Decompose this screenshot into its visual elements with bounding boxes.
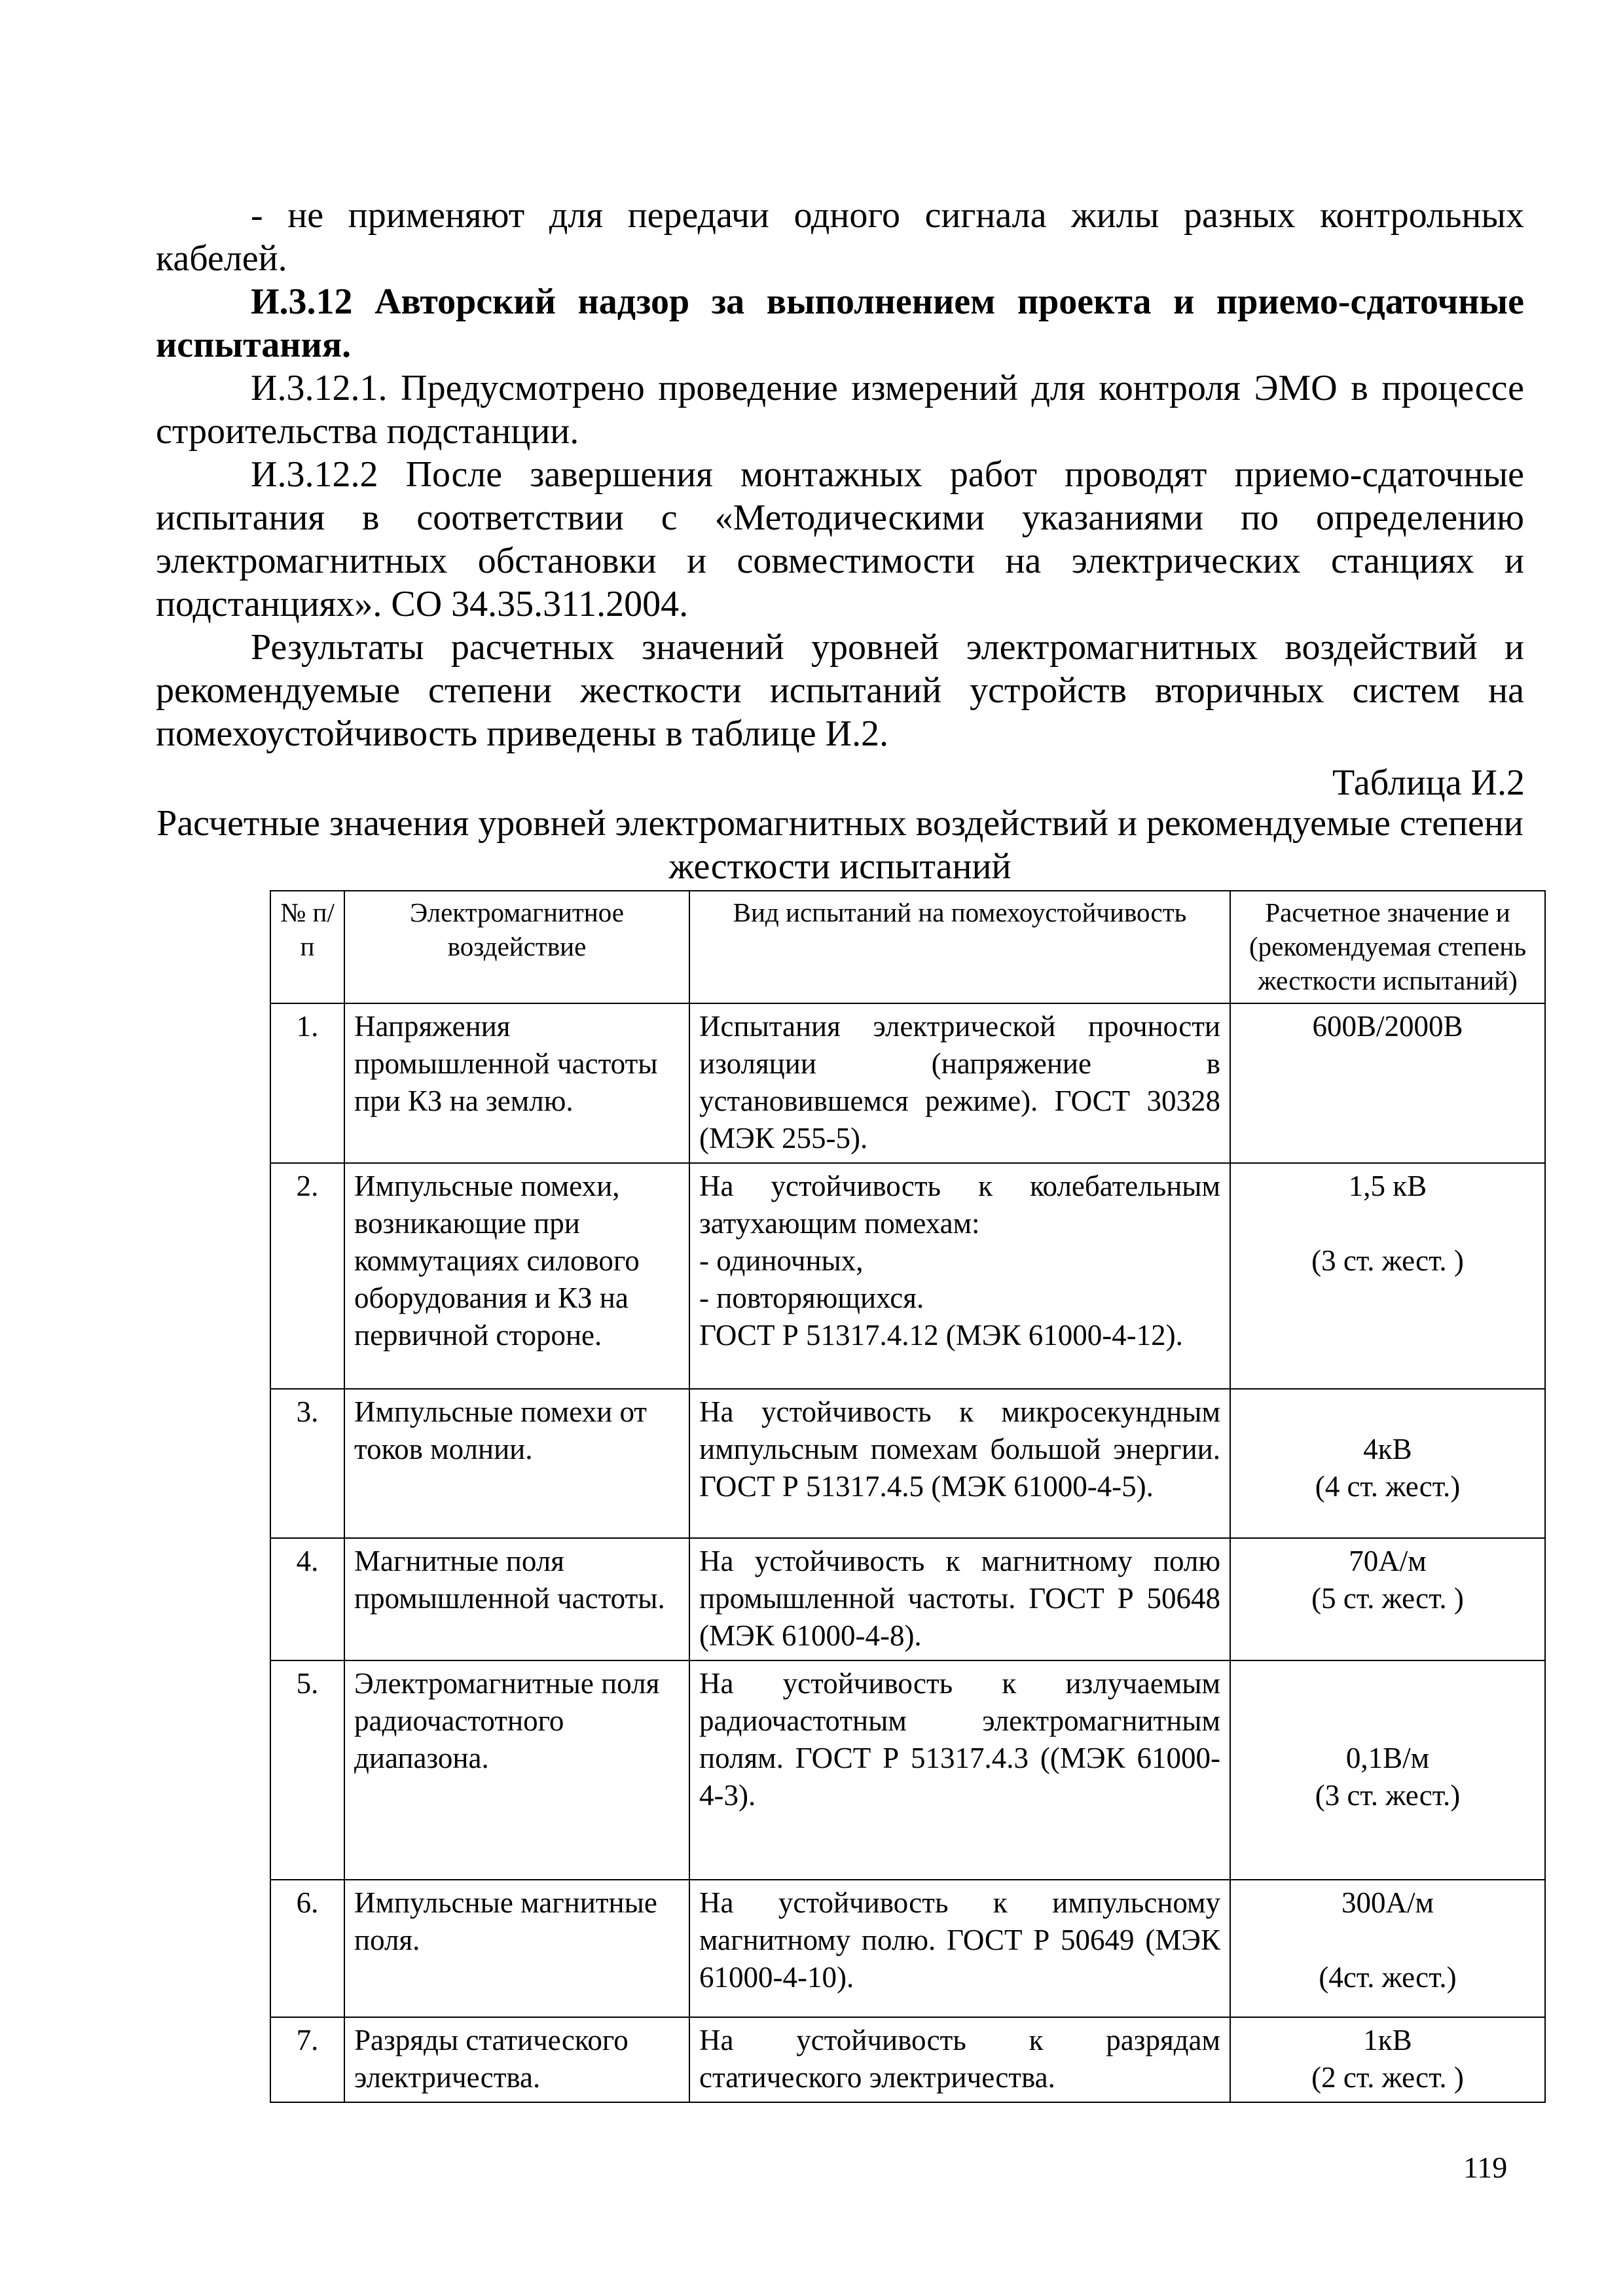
table-row xyxy=(270,1660,1545,1880)
cell-num: 5. xyxy=(270,1660,344,1880)
cell-num: 1. xyxy=(270,1003,344,1163)
paragraph-3: И.3.12.1. Предусмотрено проведение измерений для контроля ЭМО в процессе строительства подстанции. xyxy=(156,368,1524,452)
cell-value: 1кВ (2 ст. жест. ) xyxy=(1230,2017,1545,2102)
cell-effect: Электромагнитные поля радиочастотного диапазона. xyxy=(344,1660,689,1880)
table-row xyxy=(270,1163,1545,1389)
cell-effect: Разряды статического электричества. xyxy=(344,2017,689,2102)
table-body xyxy=(270,1003,1545,2102)
cell-test: На устойчивость к излучаемым радиочастотным электромагнитным полям. ГОСТ Р 51317.4.3 ((МЭК 61000-4-3). xyxy=(689,1660,1230,1880)
table-label: Таблица И.2 xyxy=(1332,762,1525,803)
cell-value: 70А/м (5 ст. жест. ) xyxy=(1230,1538,1545,1660)
cell-test: Испытания электрической прочности изоляции (напряжение в установившемся режиме). ГОСТ 30328 (МЭК 255-5). xyxy=(689,1003,1230,1163)
cell-value: 0,1В/м (3 ст. жест.) xyxy=(1230,1660,1545,1880)
cell-value: 600В/2000В xyxy=(1230,1003,1545,1163)
header-num: № п/п xyxy=(270,891,344,1003)
table-caption: Расчетные значения уровней электромагнитных воздействий и рекомендуемые степени жесткости испытаний xyxy=(156,803,1523,887)
cell-test: На устойчивость к микросекундным импульсным помехам большой энергии. ГОСТ Р 51317.4.5 (МЭК 61000-4-5). xyxy=(689,1389,1230,1538)
page-number: 119 xyxy=(1463,2151,1508,2184)
header-effect: Электромагнитное воздействие xyxy=(344,891,689,1003)
table-header-row xyxy=(270,891,1545,1003)
cell-test: На устойчивость к импульсному магнитному полю. ГОСТ Р 50649 (МЭК 61000-4-10). xyxy=(689,1880,1230,2017)
section-heading: И.3.12 Авторский надзор за выполнением проекта и приемо-сдаточные испытания. xyxy=(156,281,1524,365)
table-row xyxy=(270,2017,1545,2102)
cell-test: На устойчивость к разрядам статического электричества. xyxy=(689,2017,1230,2102)
cell-effect: Импульсные помехи от токов молнии. xyxy=(344,1389,689,1538)
table-row xyxy=(270,1538,1545,1660)
cell-test: На устойчивость к магнитному полю промышленной частоты. ГОСТ Р 50648 (МЭК 61000-4-8). xyxy=(689,1538,1230,1660)
cell-effect: Импульсные помехи, возникающие при коммутациях силового оборудования и КЗ на первичной стороне. xyxy=(344,1163,689,1389)
header-test: Вид испытаний на помехоустойчивость xyxy=(689,891,1230,1003)
cell-num: 4. xyxy=(270,1538,344,1660)
body-text xyxy=(156,194,1524,755)
cell-effect: Напряжения промышленной частоты при КЗ на землю. xyxy=(344,1003,689,1163)
results-table xyxy=(270,890,1546,2103)
table-row xyxy=(270,1389,1545,1538)
cell-num: 2. xyxy=(270,1163,344,1389)
cell-num: 6. xyxy=(270,1880,344,2017)
cell-test: На устойчивость к колебательным затухающим помехам: - одиночных, - повторяющихся. ГОСТ Р 51317.4.12 (МЭК 61000-4-12). xyxy=(689,1163,1230,1389)
cell-effect: Магнитные поля промышленной частоты. xyxy=(344,1538,689,1660)
table-row xyxy=(270,1003,1545,1163)
header-value: Расчетное значение и (рекомендуемая степень жесткости испытаний) xyxy=(1230,891,1545,1003)
table-row xyxy=(270,1880,1545,2017)
cell-effect: Импульсные магнитные поля. xyxy=(344,1880,689,2017)
paragraph-1: - не применяют для передачи одного сигнала жилы разных контрольных кабелей. xyxy=(156,195,1524,279)
cell-num: 3. xyxy=(270,1389,344,1538)
paragraph-4: И.3.12.2 После завершения монтажных работ проводят приемо-сдаточные испытания в соответствии с «Методическими указаниями по определению электромагнитных обстановки и совместимости на электрических станциях и подстанциях». СО 34.35.311.2004. xyxy=(156,454,1524,624)
cell-value: 1,5 кВ (3 ст. жест. ) xyxy=(1230,1163,1545,1389)
cell-value: 300А/м (4ст. жест.) xyxy=(1230,1880,1545,2017)
cell-value: 4кВ (4 ст. жест.) xyxy=(1230,1389,1545,1538)
paragraph-5: Результаты расчетных значений уровней электромагнитных воздействий и рекомендуемые степени жесткости испытаний устройств вторичных систем на помехоустойчивость приведены в таблице И.2. xyxy=(156,627,1524,754)
cell-num: 7. xyxy=(270,2017,344,2102)
